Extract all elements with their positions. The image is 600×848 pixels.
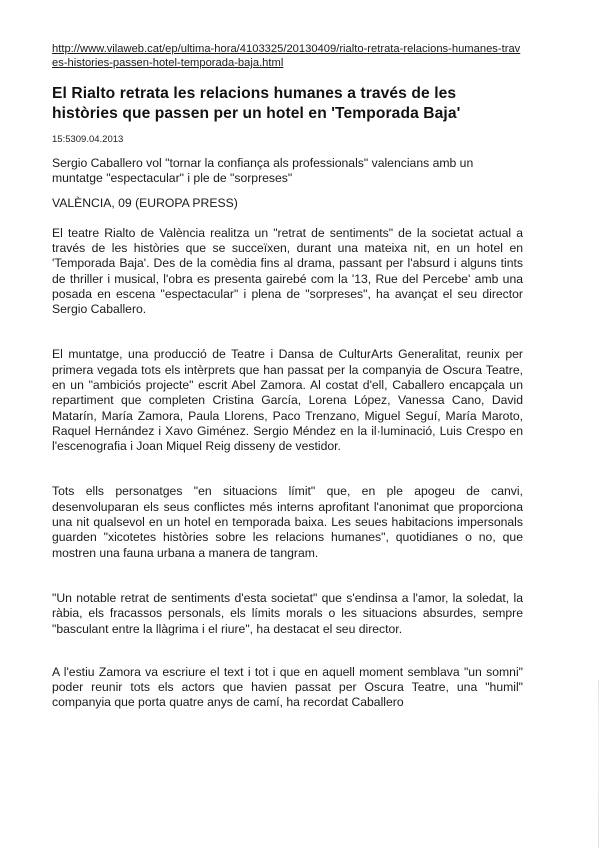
article-paragraph: "Un notable retrat de sentiments d'esta societat" que s'endinsa a l'amor, la soledat, la ràbia, els fracassos personals, els límits morals o les situacions absurdes, sempre "basculant entre la llàgrima i el riure", ha destacat el seu director.	[52, 590, 523, 636]
article-timestamp: 15:5309.04.2013	[52, 134, 124, 145]
article-paragraph: A l'estiu Zamora va escriure el text i tot i que en aquell moment semblava "un somni" poder reunir tots els actors que havien passat per Oscura Teatre, una "humil" companyia que porta quatre anys de camí, ha recordat Caballero	[52, 664, 523, 710]
article-paragraph: Tots ells personatges "en situacions límit" que, en ple apogeu de canvi, desenvoluparan els seus conflictes més interns aprofitant l'anonimat que proporciona una nit qualsevol en un hotel en temporada baixa. Les seues habitacions impersonals guarden "xicotetes històries sobre les relacions humanes", quotidianes o no, que mostren una fauna urbana a manera de tangram.	[52, 484, 523, 560]
article-paragraph: El muntatge, una producció de Teatre i Dansa de CulturArts Generalitat, reunix per primera vegada tots els intèrprets que han passat per la companyia de Oscura Teatre, en un "ambiciós projecte" escrit Abel Zamora. Al costat d'ell, Caballero encapçala un repartiment que completen Cristina García, Lorena López, Vanessa Cano, David Matarín, María Zamora, Paula Llorens, Paco Trenzano, Miguel Seguí, María Maroto, Raquel Hernández i Xavo Giménez. Sergio Méndez en la il·luminació, Luis Crespo en l'escenografia i Joan Miquel Reig disseny de vestidor.	[52, 347, 523, 454]
source-url-link[interactable]: http://www.vilaweb.cat/ep/ultima-hora/4103325/20130409/rialto-retrata-relacions-humanes-traves-histories-passen-hotel-temporada-baja.html	[52, 43, 521, 69]
article-content	[52, 42, 523, 711]
article-dateline: VALÈNCIA, 09 (EUROPA PRESS)	[52, 196, 238, 211]
article-headline: El Rialto retrata les relacions humanes a través de les històries que passen per un hotel en 'Temporada Baja'	[52, 85, 461, 122]
article-paragraph: El teatre Rialto de València realitza un "retrat de sentiments" de la societat actual a través de les històries que se succeïxen, durant una mateixa nit, en un hotel en 'Temporada Baja'. Des de la comèdia fins al drama, passant per l'absurd i alguns tints de thriller i musical, l'obra es presenta gairebé com la '13, Rue del Percebe' amb una posada en escena "espectacular" i plena de "sorpreses", ha avançat el seu director Sergio Caballero.	[52, 225, 523, 317]
article-subtitle: Sergio Caballero vol "tornar la confiança als professionals" valencians amb un muntatge "espectacular" i ple de "sorpreses"	[52, 156, 474, 186]
scan-edge-shadow	[598, 680, 599, 848]
